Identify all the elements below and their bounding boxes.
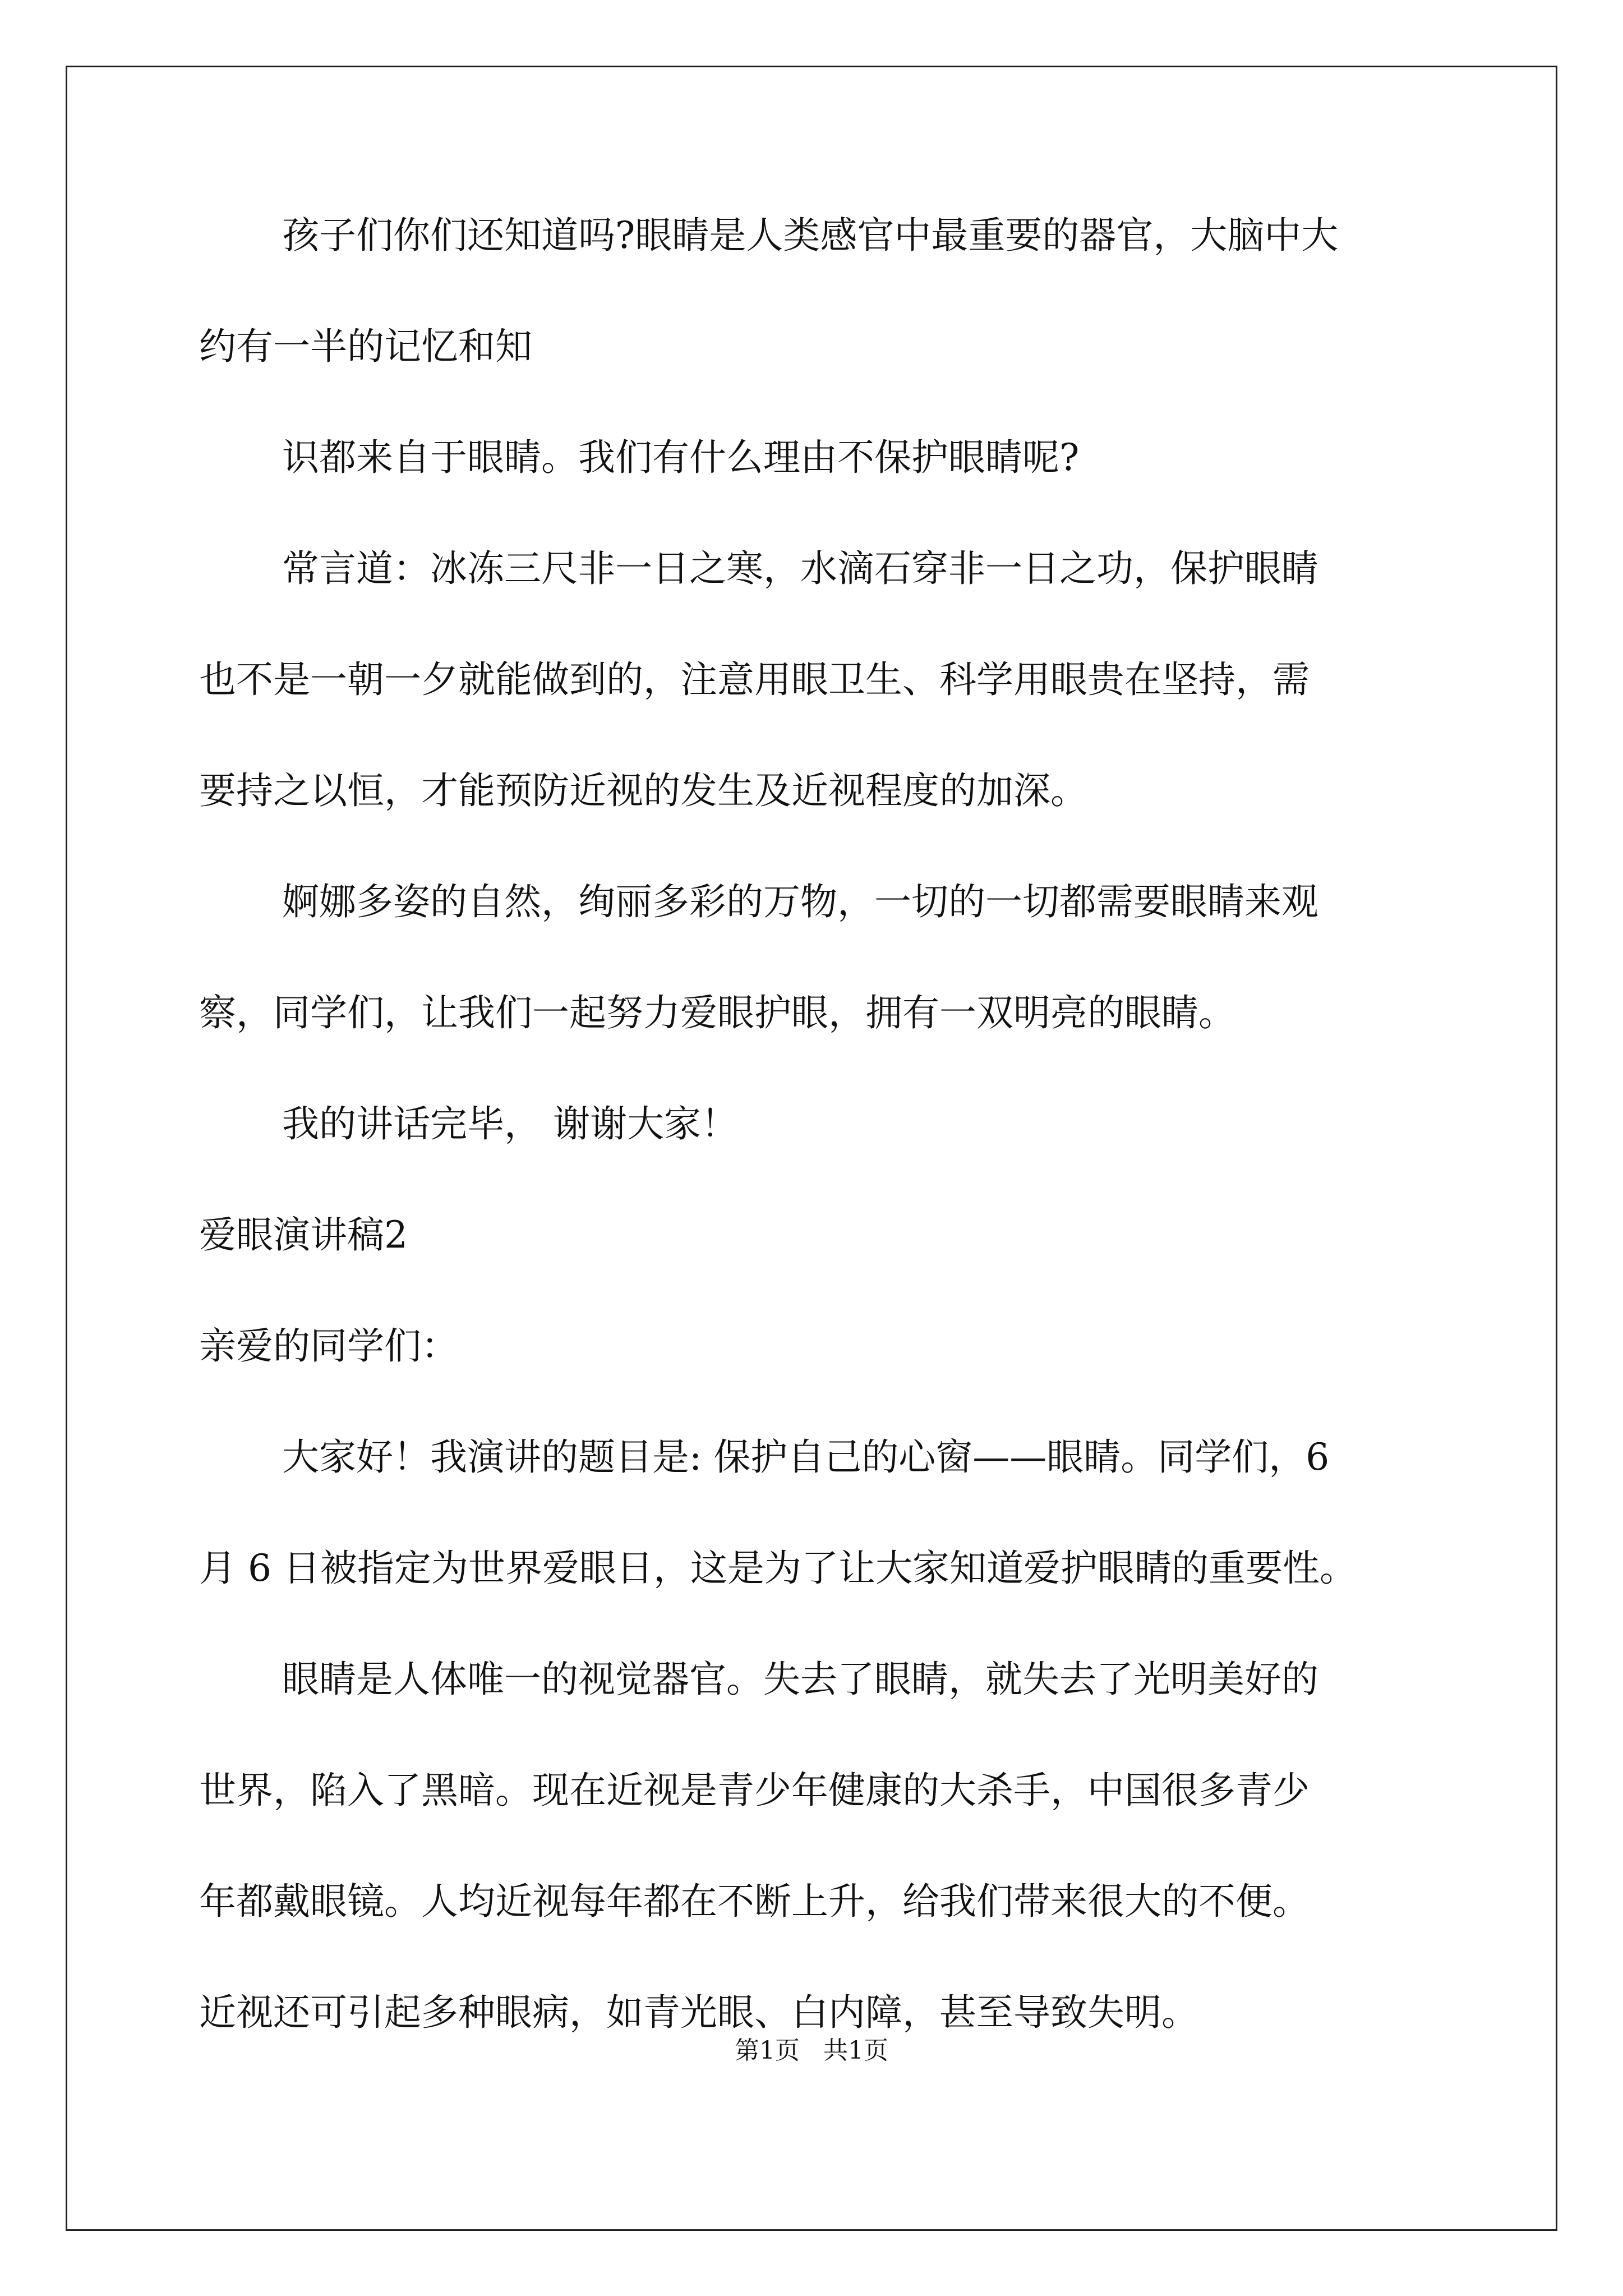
paragraph-line: 大家好！我演讲的题目是: 保护自己的心窗——眼睛。同学们，6 xyxy=(282,1435,1330,1479)
paragraph-line: 常言道：冰冻三尺非一日之寒，水滴石穿非一日之功，保护眼睛 xyxy=(282,547,1318,590)
paragraph-line: 察，同学们，让我们一起努力爱眼护眼，拥有一双明亮的眼睛。 xyxy=(199,991,1235,1034)
page-number-footer: 第1页 共1页 xyxy=(735,2036,888,2065)
paragraph-line: 近视还可引起多种眼病，如青光眼、白内障，甚至导致失明。 xyxy=(199,1991,1198,2034)
paragraph-line: 眼睛是人体唯一的视觉器官。失去了眼睛，就失去了光明美好的 xyxy=(282,1658,1318,1701)
paragraph-line: 月 6 日被指定为世界爱眼日，这是为了让大家知道爱护眼睛的重要性。 xyxy=(199,1547,1357,1590)
closing-line: 我的讲话完毕， 谢谢大家！ xyxy=(282,1102,738,1145)
paragraph-line: 约有一半的记忆和知 xyxy=(199,325,532,368)
paragraph-line: 也不是一朝一夕就能做到的，注意用眼卫生、科学用眼贵在坚持，需 xyxy=(199,658,1310,701)
paragraph-line: 要持之以恒，才能预防近视的发生及近视程度的加深。 xyxy=(199,769,1087,812)
paragraph-line: 孩子们你们还知道吗?眼睛是人类感官中最重要的器官，大脑中大 xyxy=(282,214,1339,257)
section-heading: 爱眼演讲稿2 xyxy=(199,1213,408,1257)
paragraph-line: 世界，陷入了黑暗。现在近视是青少年健康的大杀手，中国很多青少 xyxy=(199,1769,1310,1812)
paragraph-line: 识都来自于眼睛。我们有什么理由不保护眼睛呢? xyxy=(282,436,1080,479)
paragraph-line: 婀娜多姿的自然，绚丽多彩的万物，一切的一切都需要眼睛来观 xyxy=(282,880,1318,923)
paragraph-line: 年都戴眼镜。人均近视每年都在不断上升，给我们带来很大的不便。 xyxy=(199,1880,1310,1923)
salutation: 亲爱的同学们： xyxy=(199,1324,458,1368)
